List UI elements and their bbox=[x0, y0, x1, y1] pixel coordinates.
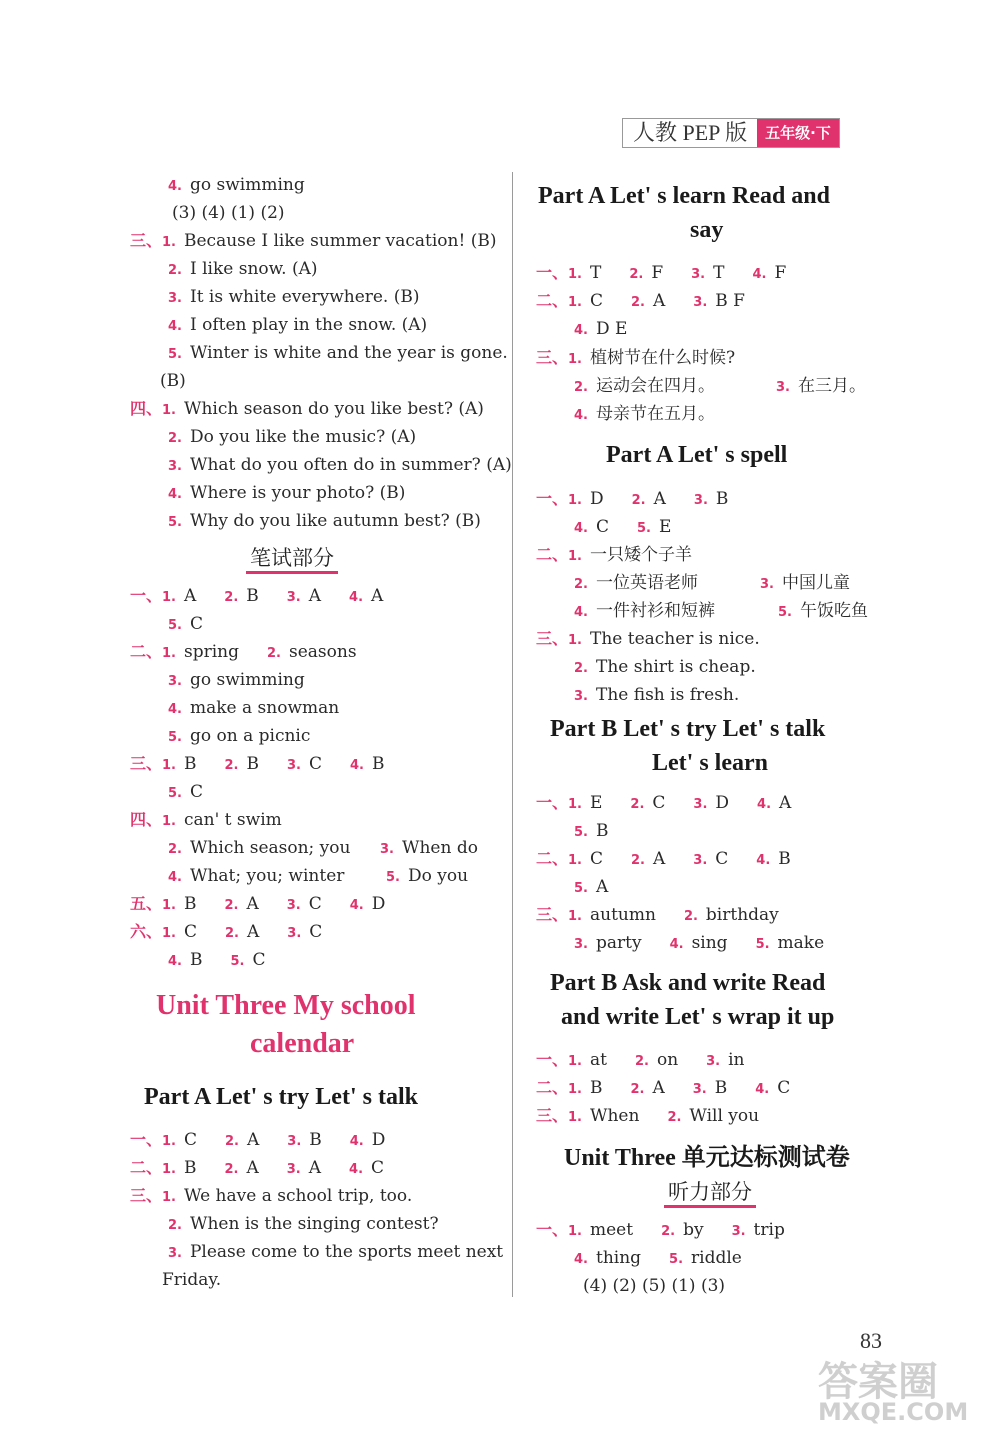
answer-line: 5. Winter is white and the year is gone. bbox=[168, 343, 508, 363]
section-heading: Part A Let' s learn Read and bbox=[538, 183, 830, 209]
answer-line: 3. It is white everywhere. (B) bbox=[168, 287, 420, 307]
answer-line: 4. Where is your photo? (B) bbox=[168, 483, 406, 503]
answer-line: Friday. bbox=[162, 1270, 222, 1290]
answer-line: 3. The fish is fresh. bbox=[574, 685, 740, 705]
answer-line: 六、1. C 2. A 3. C bbox=[130, 922, 323, 942]
answer-line: 3. 中国儿童 bbox=[760, 573, 850, 593]
answer-line: 2. Do you like the music? (A) bbox=[168, 427, 417, 447]
answer-line: 三、1. When 2. Will you bbox=[536, 1106, 760, 1126]
answer-line: 2. When is the singing contest? bbox=[168, 1214, 439, 1234]
answer-line: 5. C bbox=[168, 614, 203, 634]
answer-line: 2. I like snow. (A) bbox=[168, 259, 318, 279]
answer-line: 5. B bbox=[574, 821, 609, 841]
column-divider bbox=[512, 172, 513, 1297]
section-heading-continued: Let' s learn bbox=[652, 750, 768, 776]
section-heading: Part A Let' s spell bbox=[606, 442, 788, 468]
answer-line: 5. Do you bbox=[386, 866, 469, 886]
answer-line: 4. What; you; winter bbox=[168, 866, 345, 886]
answer-line: 4. 一件衬衫和短裤 bbox=[574, 601, 715, 621]
answer-line: 3. party 4. sing 5. make bbox=[574, 933, 825, 953]
answer-line: 四、1. can' t swim bbox=[130, 810, 282, 830]
answer-line: 2. 运动会在四月。 bbox=[574, 376, 715, 396]
answer-line: 三、1. The teacher is nice. bbox=[536, 629, 760, 649]
answer-line: 4. B 5. C bbox=[168, 950, 266, 970]
section-heading-continued: say bbox=[690, 217, 724, 243]
answer-line: 二、1. 一只矮个子羊 bbox=[536, 545, 692, 565]
answer-line: 3. go swimming bbox=[168, 670, 305, 690]
page-number: 83 bbox=[860, 1328, 882, 1353]
answer-line: 二、1. B 2. A 3. A 4. C bbox=[130, 1158, 385, 1178]
answer-line: 三、1. Because I like summer vacation! (B) bbox=[130, 231, 497, 251]
page-header-badge bbox=[622, 118, 840, 148]
unit-title-continued: calendar bbox=[250, 1028, 355, 1059]
textbook-edition: 人教 PEP 版 bbox=[633, 120, 748, 145]
answer-line: 5. Why do you like autumn best? (B) bbox=[168, 511, 481, 531]
answer-line: 5. A bbox=[574, 877, 609, 897]
answer-line: (4) (2) (5) (1) (3) bbox=[583, 1276, 726, 1296]
answer-line: 二、1. B 2. A 3. B 4. C bbox=[536, 1078, 791, 1098]
section-heading-continued: and write Let' s wrap it up bbox=[561, 1004, 835, 1030]
answer-line: 三、1. 植树节在什么时候? bbox=[536, 348, 736, 368]
answer-line: 3. Please come to the sports meet next bbox=[168, 1242, 504, 1262]
section-heading: Part B Ask and write Read bbox=[550, 970, 826, 996]
section-heading: Unit Three 单元达标测试卷 bbox=[564, 1145, 850, 1171]
answer-line: 4. go swimming bbox=[168, 175, 305, 195]
answer-line: 4. D E bbox=[574, 319, 628, 339]
answer-line: 3. 在三月。 bbox=[776, 376, 866, 396]
answer-line: 二、1. C 2. A 3. B F bbox=[536, 291, 745, 311]
listening-part-label: 听力部分 bbox=[664, 1176, 756, 1206]
watermark-url: MXQE.COM bbox=[818, 1398, 969, 1426]
answer-line: 5. C bbox=[168, 782, 203, 802]
answer-line: 一、1. at 2. on 3. in bbox=[536, 1050, 745, 1070]
answer-line: 4. C 5. E bbox=[574, 517, 672, 537]
answer-line: 三、1. B 2. B 3. C 4. B bbox=[130, 754, 385, 774]
section-heading: Part A Let' s try Let' s talk bbox=[144, 1084, 418, 1110]
answer-line: 四、1. Which season do you like best? (A) bbox=[130, 399, 484, 419]
answer-line: 2. The shirt is cheap. bbox=[574, 657, 756, 677]
answer-line: 4. thing 5. riddle bbox=[574, 1248, 742, 1268]
watermark-logo: 答案圈 bbox=[818, 1359, 938, 1405]
answer-line: 一、1. A 2. B 3. A 4. A bbox=[130, 586, 384, 606]
answer-line: 五、1. B 2. A 3. C 4. D bbox=[130, 894, 386, 914]
answer-line: 3. When do bbox=[380, 838, 478, 858]
answer-line: 三、1. We have a school trip, too. bbox=[130, 1186, 413, 1206]
answer-line: 一、1. D 2. A 3. B bbox=[536, 489, 729, 509]
answer-line: 一、1. C 2. A 3. B 4. D bbox=[130, 1130, 386, 1150]
grade-label: 五年级·下 bbox=[757, 119, 839, 147]
answer-line: 5. go on a picnic bbox=[168, 726, 311, 746]
answer-line: 二、1. C 2. A 3. C 4. B bbox=[536, 849, 791, 869]
written-part-label: 笔试部分 bbox=[246, 542, 338, 572]
section-heading: Part B Let' s try Let' s talk bbox=[550, 716, 826, 742]
answer-line: 3. What do you often do in summer? (A) bbox=[168, 455, 512, 475]
answer-line: 5. 午饭吃鱼 bbox=[778, 601, 868, 621]
answer-line: 一、1. T 2. F 3. T 4. F bbox=[536, 263, 787, 283]
answer-line: 二、1. spring 2. seasons bbox=[130, 642, 357, 662]
answer-line: (3) (4) (1) (2) bbox=[172, 203, 285, 223]
answer-line: 2. 一位英语老师 bbox=[574, 573, 698, 593]
answer-line: 4. I often play in the snow. (A) bbox=[168, 315, 428, 335]
answer-line: 三、1. autumn 2. birthday bbox=[536, 905, 779, 925]
answer-line: 一、1. meet 2. by 3. trip bbox=[536, 1220, 785, 1240]
answer-line: 2. Which season; you bbox=[168, 838, 351, 858]
answer-line: 一、1. E 2. C 3. D 4. A bbox=[536, 793, 792, 813]
answer-line: 4. make a snowman bbox=[168, 698, 340, 718]
answer-line: 4. 母亲节在五月。 bbox=[574, 404, 715, 424]
unit-title: Unit Three My school bbox=[156, 990, 416, 1021]
answer-line: (B) bbox=[160, 371, 186, 391]
